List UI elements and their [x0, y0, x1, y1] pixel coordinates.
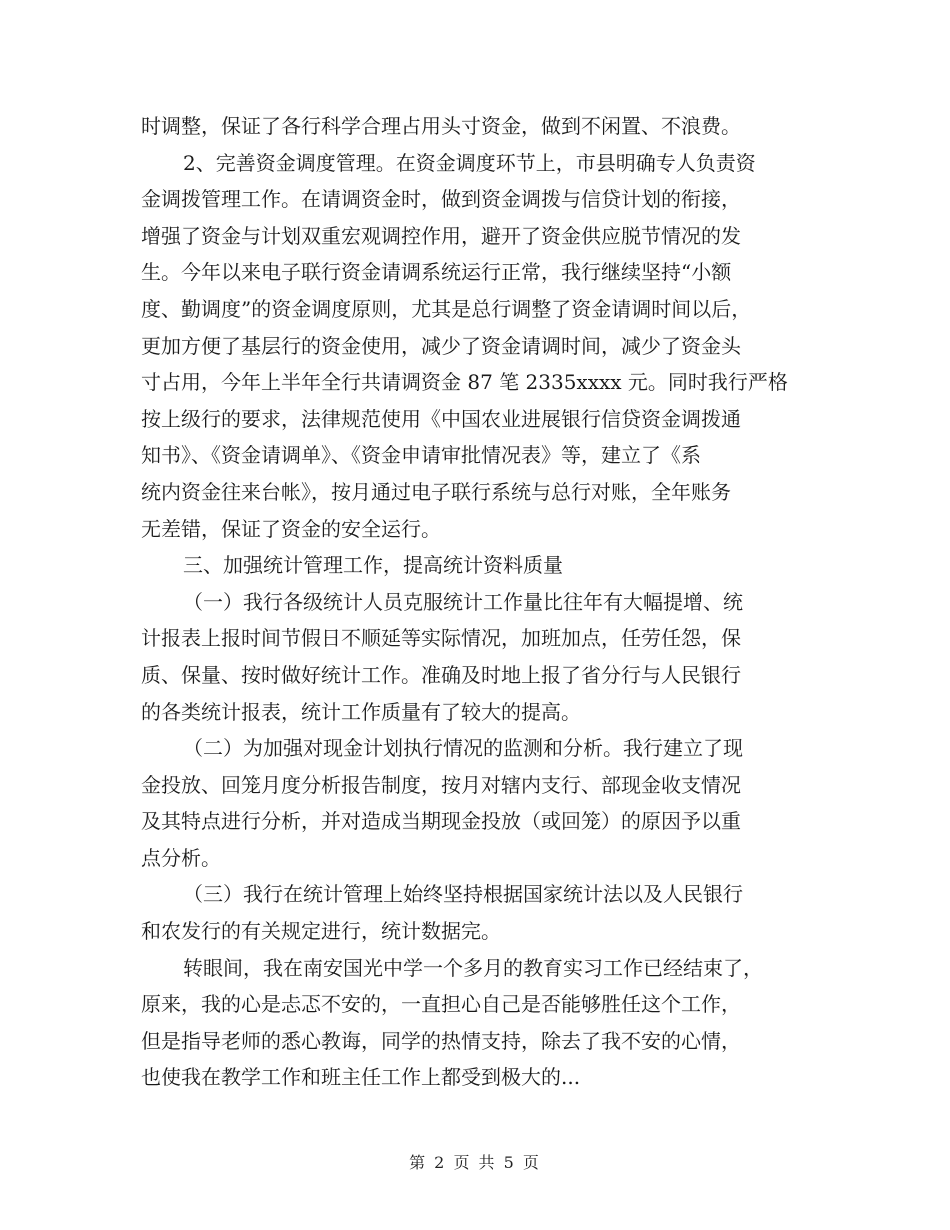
- paragraph-start-line: （二）为加强对现金计划执行情况的监测和分析。我行建立了现: [183, 736, 743, 761]
- text-line: 也使我在教学工作和班主任工作上都受到极大的...: [141, 1065, 581, 1090]
- text-line: 生。今年以来电子联行资金请调系统运行正常，我行继续坚持“小额: [141, 260, 732, 285]
- text-line: 但是指导老师的悉心教诲，同学的热情支持，除去了我不安的心情，: [141, 1028, 741, 1053]
- text-line: 增强了资金与计划双重宏观调控作用，避开了资金供应脱节情况的发: [141, 223, 741, 248]
- text-line: 统内资金往来台帐》，按月通过电子联行系统与总行对账，全年账务: [141, 479, 731, 504]
- text-line: 原来，我的心是忐忑不安的，一直担心自己是否能够胜任这个工作，: [141, 992, 741, 1017]
- text-line: 时调整，保证了各行科学合理占用头寸资金，做到不闲置、不浪费。: [141, 114, 741, 138]
- text-line: 更加方便了基层行的资金使用，减少了资金请调时间，减少了资金头: [141, 333, 741, 358]
- text-line: 寸占用，今年上半年全行共请调资金 87 笔 2335xxxx 元。同时我行严格: [141, 370, 788, 395]
- text-line: 按上级行的要求，法律规范使用《中国农业进展银行信贷资金调拨通: [141, 406, 741, 431]
- text-line: 计报表上报时间节假日不顺延等实际情况，加班加点，任劳任怨，保: [141, 626, 741, 651]
- text-line: 度、勤调度”的资金调度原则，尤其是总行调整了资金请调时间以后，: [141, 296, 752, 321]
- text-line: 金投放、回笼月度分析报告制度，按月对辖内支行、部现金收支情况: [141, 772, 741, 797]
- text-line: 质、保量、按时做好统计工作。准确及时地上报了省分行与人民银行: [141, 662, 741, 687]
- document-body: [141, 108, 811, 1096]
- paragraph-start-line: 转眼间，我在南安国光中学一个多月的教育实习工作已经结束了，: [183, 955, 763, 980]
- paragraph-start-line: 2、完善资金调度管理。在资金调度环节上，市县明确专人负责资: [183, 150, 756, 175]
- paragraph-start-line: （一）我行各级统计人员克服统计工作量比往年有大幅提增、统: [183, 589, 743, 614]
- page-number: 第 2 页 共 5 页: [409, 1153, 541, 1172]
- paragraph-start-line: （三）我行在统计管理上始终坚持根据国家统计法以及人民银行: [183, 882, 743, 907]
- text-line: 知书》、《资金请调单》、《资金申请审批情况表》等，建立了《系: [141, 443, 701, 468]
- text-line: 点分析。: [141, 845, 221, 870]
- text-line: 金调拨管理工作。在请调资金时，做到资金调拨与信贷计划的衔接，: [141, 187, 741, 212]
- section-heading: 三、加强统计管理工作，提高统计资料质量: [183, 553, 563, 578]
- text-line: 无差错，保证了资金的安全运行。: [141, 516, 441, 541]
- text-line: 的各类统计报表，统计工作质量有了较大的提高。: [141, 699, 581, 724]
- text-line: 及其特点进行分析，并对造成当期现金投放（或回笼）的原因予以重: [141, 809, 741, 834]
- text-line: 和农发行的有关规定进行，统计数据完。: [141, 919, 501, 944]
